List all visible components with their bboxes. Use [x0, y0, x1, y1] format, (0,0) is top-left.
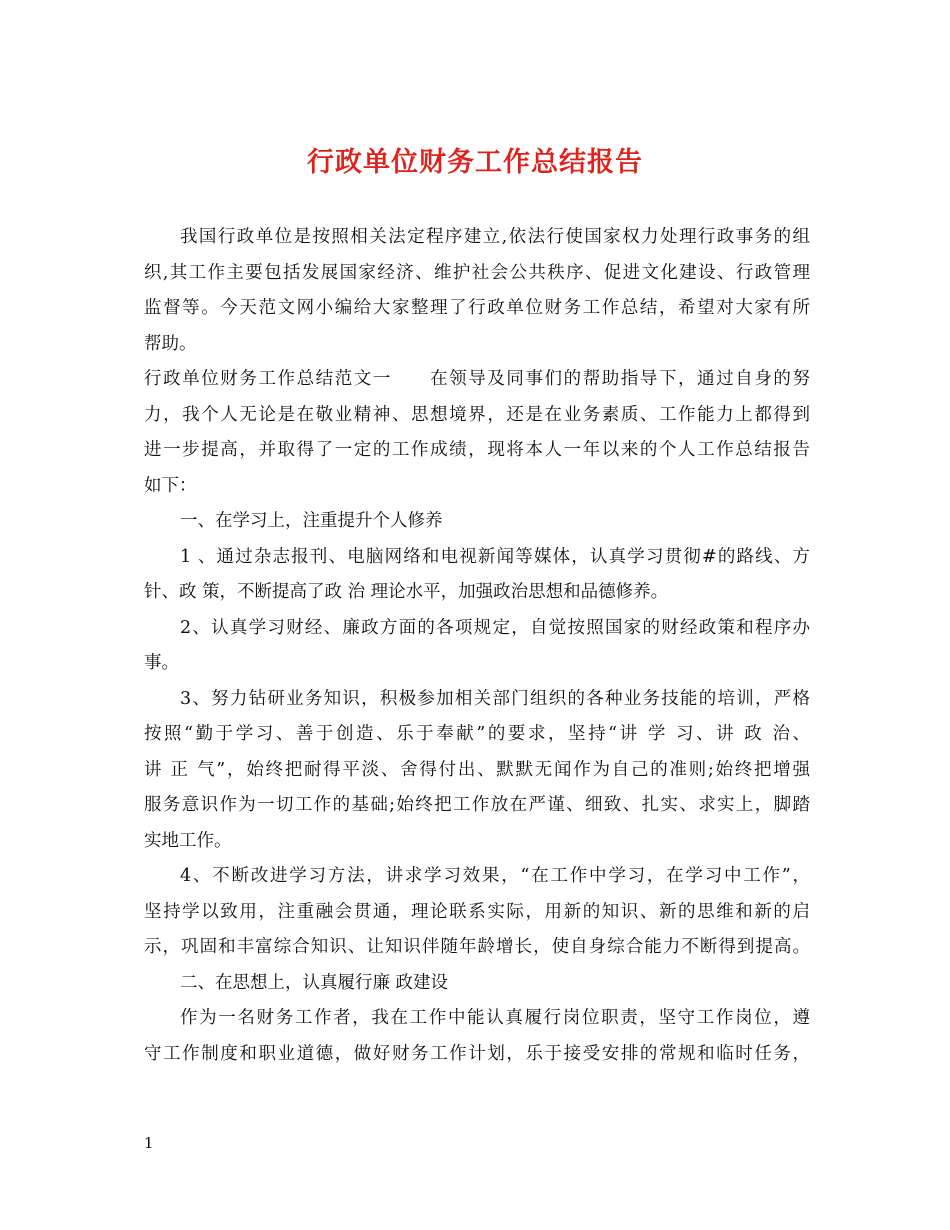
text-line: 我国行政单位是按照相关法定程序建立,依法行使国家权力处理行政事务的组 [180, 227, 810, 247]
text-line: 坚持学以致用，注重融会贯通，理论联系实际，用新的知识、新的思维和新的启 [144, 901, 810, 922]
text-line: 一、在学习上，注重提升个人修养 [180, 511, 443, 531]
text-line: 事。 [144, 653, 179, 673]
text-line: 如下： [144, 475, 197, 496]
page-number: 1 [144, 1134, 154, 1152]
text-line: 示，巩固和丰富综合知识、让知识伴随年龄增长，使自身综合能力不断得到提高。 [144, 937, 810, 957]
text-line: 3、努力钻研业务知识，积极参加相关部门组织的各种业务技能的培训，严格 [180, 688, 810, 709]
text-line: 作为一名财务工作者，我在工作中能认真履行岗位职责，坚守工作岗位，遵 [180, 1008, 810, 1028]
text-line: 按照“勤于学习、善于创造、乐于奉献”的要求，坚持“讲 学 习、讲 政 治、 [144, 724, 810, 744]
text-line: 力，我个人无论是在敬业精神、思想境界，还是在业务素质、工作能力上都得到 [144, 404, 810, 425]
text-line: 进一步提高，并取得了一定的工作成绩，现将本人一年以来的个人工作总结报告 [144, 440, 810, 460]
text-line: 织,其工作主要包括发展国家经济、维护社会公共秩序、促进文化建设、行政管理 [144, 262, 810, 283]
document-body [144, 220, 810, 1072]
text-line: 守工作制度和职业道德，做好财务工作计划，乐于接受安排的常规和临时任务， [144, 1043, 810, 1064]
text-line: 实地工作。 [144, 830, 232, 851]
text-line: 4、不断改进学习方法，讲求学习效果，“在工作中学习，在学习中工作”， [180, 866, 810, 886]
text-line: 监督等。今天范文网小编给大家整理了行政单位财务工作总结，希望对大家有所 [144, 298, 810, 318]
text-line: 帮助。 [144, 333, 197, 354]
document-title: 行政单位财务工作总结报告 [307, 147, 643, 178]
text-line: 二、在思想上，认真履行廉 政建设 [180, 972, 449, 993]
text-line: 针、政 策，不断提高了政 治 理论水平，加强政治思想和品德修养。 [144, 582, 669, 602]
text-line: 2、认真学习财经、廉政方面的各项规定，自觉按照国家的财经政策和程序办 [180, 617, 810, 638]
text-line: 讲 正 气”，始终把耐得平淡、舍得付出、默默无闻作为自己的准则;始终把增强 [144, 759, 810, 780]
text-line: 1 、通过杂志报刊、电脑网络和电视新闻等媒体，认真学习贯彻#的路线、方 [180, 546, 810, 567]
text-line: 行政单位财务工作总结范文一 在领导及同事们的帮助指导下，通过自身的努 [144, 369, 810, 389]
text-line: 服务意识作为一切工作的基础;始终把工作放在严谨、细致、扎实、求实上，脚踏 [144, 795, 810, 815]
